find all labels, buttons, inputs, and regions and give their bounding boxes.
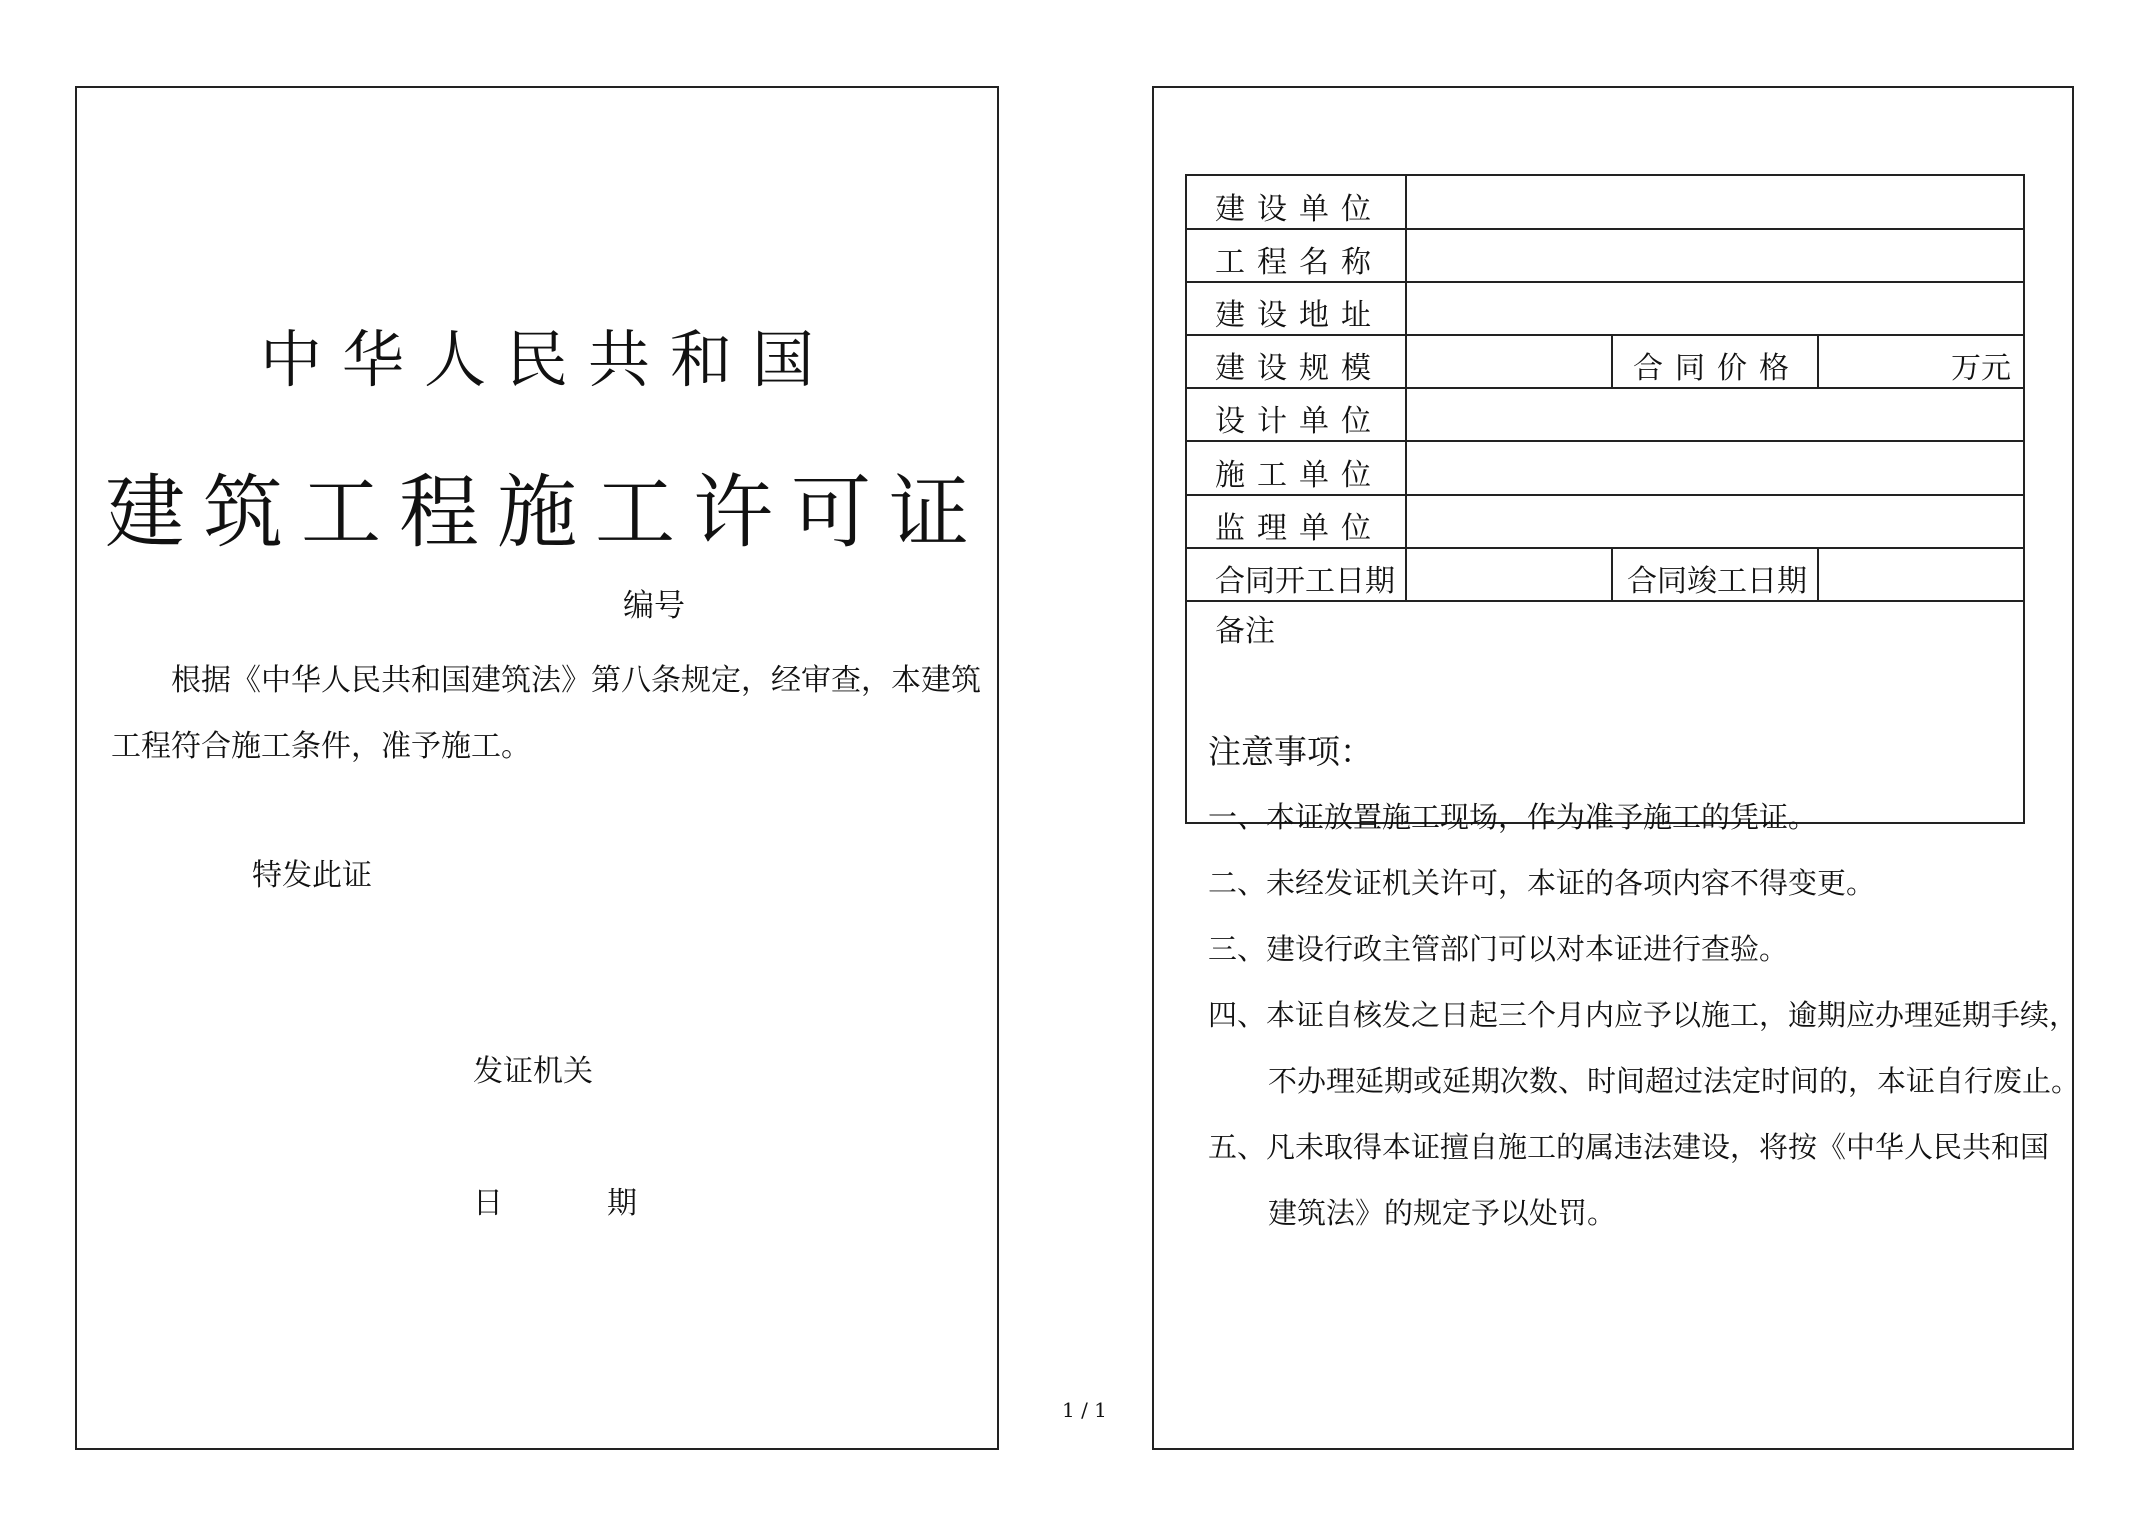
approval-statement: 根据《中华人民共和国建筑法》第八条规定，经审查，本建筑工程符合施工条件，准予施工。 xyxy=(111,663,981,764)
date-label-period: 期 xyxy=(607,1186,637,1221)
note-item: 五、凡未取得本证擅自施工的属违法建设，将按《中华人民共和国 xyxy=(1208,1130,2050,1164)
country-name: 中华人民共和国 xyxy=(259,323,834,396)
issuing-authority-label: 发证机关 xyxy=(473,1054,593,1089)
note-item-continued: 不办理延期或延期次数、时间超过法定时间的，本证自行废止。 xyxy=(1268,1064,2081,1098)
serial-number-label: 编号 xyxy=(623,588,685,624)
note-item: 四、本证自核发之日起三个月内应予以施工，逾期应办理延期手续， xyxy=(1208,998,2079,1032)
price-unit: 万元 xyxy=(1951,351,2011,386)
client-label: 建设单位 xyxy=(1215,192,1383,227)
note-item: 二、未经发证机关许可，本证的各项内容不得变更。 xyxy=(1208,866,1876,900)
permit-details-page xyxy=(1152,86,2081,1450)
completion-date-label: 合同竣工日期 xyxy=(1627,564,1807,599)
note-item: 三、建设行政主管部门可以对本证进行查验。 xyxy=(1208,932,1789,966)
designer-label: 设计单位 xyxy=(1215,404,1383,439)
certificate-title: 建筑工程施工许可证 xyxy=(105,466,987,559)
page-number: 1 / 1 xyxy=(1062,1398,1107,1422)
contract-price-label: 合同价格 xyxy=(1633,351,1801,386)
remarks-label: 备注 xyxy=(1215,614,1275,649)
site-address-label: 建设地址 xyxy=(1215,298,1383,333)
date-label xyxy=(473,1178,637,1222)
date-label-day: 日 xyxy=(473,1186,503,1221)
supervisor-label: 监理单位 xyxy=(1215,511,1383,546)
permit-cover-page xyxy=(75,86,999,1450)
note-item-continued: 建筑法》的规定予以处罚。 xyxy=(1268,1196,1617,1230)
start-date-label: 合同开工日期 xyxy=(1215,564,1395,599)
special-issue-text: 特发此证 xyxy=(252,858,372,893)
notes-title: 注意事项： xyxy=(1208,732,1373,771)
project-name-label: 工程名称 xyxy=(1215,245,1383,280)
note-item: 一、本证放置施工现场，作为准予施工的凭证。 xyxy=(1208,800,1818,834)
scale-label: 建设规模 xyxy=(1215,351,1383,386)
contractor-label: 施工单位 xyxy=(1215,458,1383,493)
